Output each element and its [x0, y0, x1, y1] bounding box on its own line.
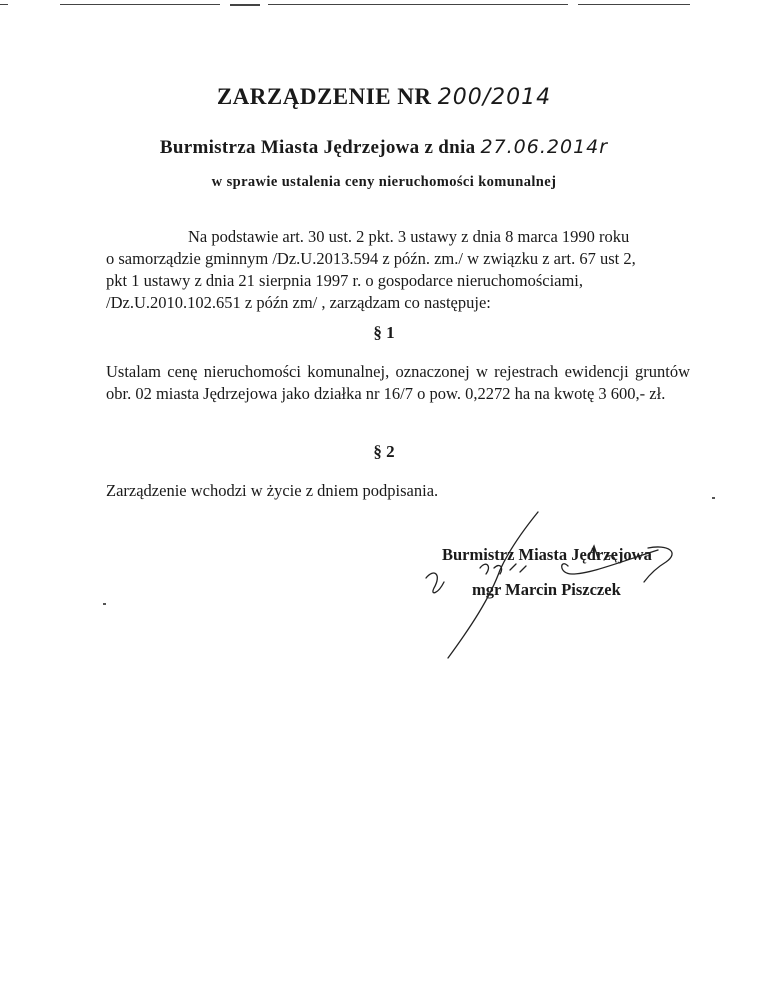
- section-2-text: Zarządzenie wchodzi w życie z dniem podpisania.: [106, 481, 439, 500]
- section-1-text: Ustalam cenę nieruchomości komunalnej, oznaczonej w rejestrach ewidencji gruntów obr. 02 miasta Jędrzejowa jako działka nr 16/7 o pow. 0,2272 ha na kwotę 3 600,- zł.: [106, 362, 690, 403]
- basis-line: Na podstawie art. 30 ust. 2 pkt. 3 ustawy z dnia 8 marca 1990 roku: [188, 227, 630, 246]
- title-prefix: ZARZĄDZENIE NR: [216, 84, 432, 109]
- scan-artifact-line: [0, 4, 8, 5]
- scan-artifact-dot: [712, 497, 715, 499]
- handwritten-number: 200/2014: [437, 85, 552, 110]
- handwritten-date: 27.06.2014r: [480, 136, 609, 158]
- issuer-line: [0, 136, 768, 159]
- scan-artifact-line: [578, 4, 690, 5]
- handwritten-signature: [420, 508, 690, 668]
- legal-basis: [106, 226, 696, 314]
- scan-artifact-line: [60, 4, 220, 5]
- document-title: [0, 84, 768, 110]
- scan-artifact-dot: [103, 603, 106, 605]
- section-1-heading: § 1: [373, 323, 395, 342]
- signatory-title: Burmistrz Miasta Jędrzejowa: [442, 545, 652, 564]
- basis-line: o samorządzie gminnym /Dz.U.2013.594 z późn. zm./ w związku z art. 67 ust 2,: [106, 249, 636, 268]
- scan-artifact-line: [230, 4, 260, 6]
- basis-line: pkt 1 ustawy z dnia 21 sierpnia 1997 r. o gospodarce nieruchomościami,: [106, 271, 584, 290]
- issuer-text: Burmistrza Miasta Jędrzejowa z dnia: [159, 137, 476, 158]
- scan-artifact-line: [268, 4, 568, 5]
- section-2-heading: § 2: [373, 442, 395, 461]
- subject-line: w sprawie ustalenia ceny nieruchomości komunalnej: [211, 174, 557, 190]
- basis-line: /Dz.U.2010.102.651 z późn zm/ , zarządzam co następuje:: [106, 293, 491, 312]
- signatory-name: mgr Marcin Piszczek: [472, 580, 621, 599]
